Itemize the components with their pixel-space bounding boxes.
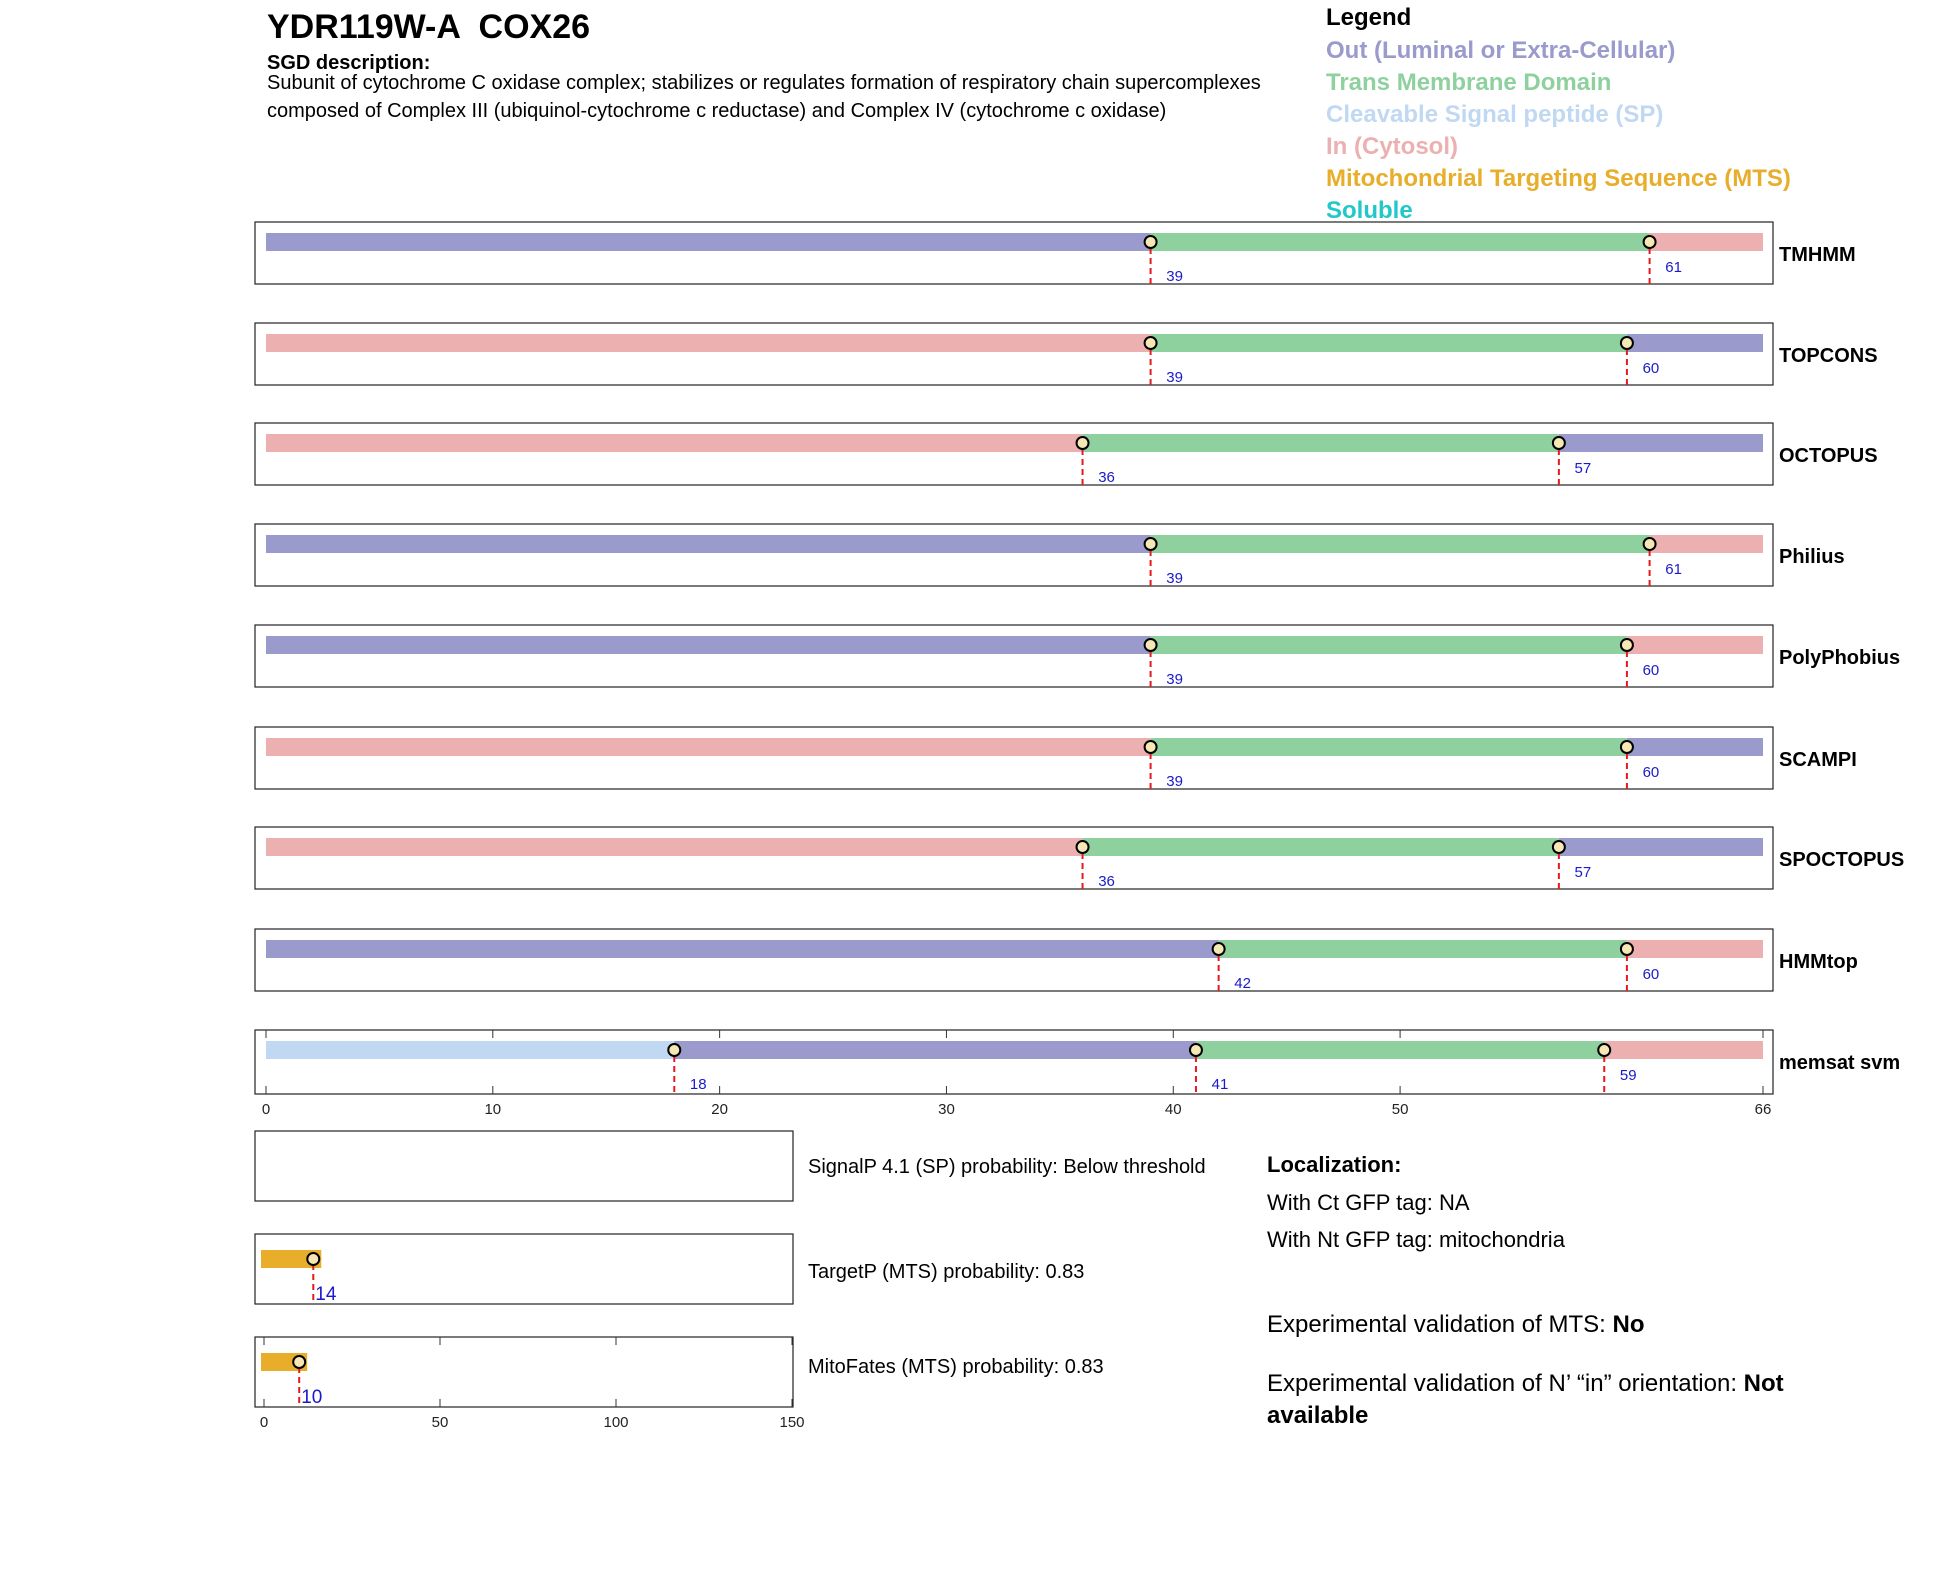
probability-panel-frame [255,1131,793,1201]
boundary-label: 41 [1211,1076,1229,1093]
segment-out [266,535,1151,553]
boundary-marker-circle [1145,741,1157,753]
segment-out [1627,738,1763,756]
segment-tm [1196,1041,1604,1059]
segment-in [1627,940,1763,958]
track-name-label: PolyPhobius [1779,647,1901,669]
segment-in [1650,535,1763,553]
track-frame [255,727,1773,789]
segment-in [1650,233,1763,251]
prob-x-tick-label: 0 [259,1414,269,1431]
track-frame [255,929,1773,991]
segment-tm [1219,940,1627,958]
mts-marker-circle [293,1356,305,1368]
track-name-label: SCAMPI [1779,749,1857,771]
x-tick-label: 40 [1164,1101,1182,1118]
mts-marker-circle [307,1253,319,1265]
legend-item-signal-peptide: Cleavable Signal peptide (SP) [1326,101,1664,128]
prob-x-tick-label: 150 [779,1414,805,1431]
boundary-label: 39 [1166,773,1183,790]
boundary-marker-circle [1145,538,1157,550]
segment-tm [1151,738,1627,756]
boundary-marker-circle [1621,741,1633,753]
segment-tm [1151,233,1650,251]
track-name-label: Philius [1779,546,1845,568]
track-frame [255,827,1773,889]
boundary-label: 60 [1642,662,1660,679]
boundary-label: 57 [1574,460,1592,477]
probability-panel-frame [255,1337,793,1407]
segment-in [1604,1041,1763,1059]
track-name-label: TOPCONS [1779,345,1878,367]
mts-end-label: 14 [315,1284,337,1305]
legend-item-out: Out (Luminal or Extra-Cellular) [1326,37,1676,64]
track-frame [255,625,1773,687]
mts-end-label: 10 [301,1387,323,1408]
boundary-label: 42 [1234,975,1251,992]
segment-tm [1151,636,1627,654]
x-tick-label: 50 [1391,1101,1409,1118]
orientation-validation-label: Experimental validation of N’ “in” orientation: [1267,1370,1744,1397]
boundary-marker-circle [1077,841,1089,853]
boundary-label: 18 [689,1076,707,1093]
segment-out [1559,838,1763,856]
boundary-label: 59 [1619,1067,1637,1084]
legend-title: Legend [1326,4,1412,31]
orientation-validation [1267,1368,1827,1432]
segment-out [266,636,1151,654]
boundary-label: 39 [1166,369,1183,386]
boundary-marker-circle [1598,1044,1610,1056]
boundary-marker-circle [1145,337,1157,349]
sgd-description-heading: SGD description: [267,52,431,74]
x-tick-label: 20 [711,1101,728,1118]
track-name-label: TMHMM [1779,244,1856,266]
boundary-marker-circle [668,1044,680,1056]
track-frame [255,222,1773,284]
boundary-label: 39 [1166,671,1183,688]
track-frame [255,1030,1773,1094]
boundary-marker-circle [1621,337,1633,349]
segment-tm [1083,838,1559,856]
prob-x-tick-label: 50 [431,1414,449,1431]
segment-tm [1083,434,1559,452]
x-tick-label: 30 [938,1101,955,1118]
segment-in [266,738,1151,756]
segment-out [1559,434,1763,452]
segment-out [266,233,1151,251]
boundary-marker-circle [1145,236,1157,248]
track-name-label: memsat svm [1779,1052,1901,1074]
localization-ct-gfp: With Ct GFP tag: NA [1267,1190,1470,1215]
boundary-label: 60 [1642,764,1660,781]
boundary-label: 60 [1642,360,1660,377]
track-name-label: OCTOPUS [1779,445,1878,467]
segment-in [1627,636,1763,654]
segment-out [674,1041,1196,1059]
segment-tm [1151,334,1627,352]
boundary-label: 60 [1642,966,1660,983]
track-name-label: SPOCTOPUS [1779,849,1905,871]
boundary-marker-circle [1621,639,1633,651]
localization-nt-gfp: With Nt GFP tag: mitochondria [1267,1227,1565,1252]
boundary-marker-circle [1145,639,1157,651]
mitofates-probability-text: MitoFates (MTS) probability: 0.83 [808,1356,1104,1378]
x-tick-label: 10 [484,1101,502,1118]
segment-in [266,434,1083,452]
track-name-label: HMMtop [1779,951,1858,973]
segment-sp [266,1041,674,1059]
boundary-label: 36 [1098,873,1115,890]
page-title: YDR119W-A COX26 [267,8,591,46]
legend-item-transmembrane: Trans Membrane Domain [1326,69,1612,96]
orientation-validation-value: Not available [1267,1370,1784,1429]
track-frame [255,524,1773,586]
legend-item-soluble: Soluble [1326,197,1413,224]
track-frame [255,323,1773,385]
boundary-marker-circle [1190,1044,1202,1056]
boundary-marker-circle [1621,943,1633,955]
boundary-label: 57 [1574,864,1592,881]
boundary-label: 61 [1665,561,1682,578]
segment-tm [1151,535,1650,553]
signalp-probability-text: SignalP 4.1 (SP) probability: Below threshold [808,1156,1206,1178]
boundary-label: 39 [1166,268,1183,285]
boundary-marker-circle [1213,943,1225,955]
x-tick-label: 66 [1754,1101,1772,1118]
segment-in [266,334,1151,352]
x-tick-label: 0 [261,1101,271,1118]
boundary-marker-circle [1077,437,1089,449]
boundary-marker-circle [1553,437,1565,449]
segment-out [1627,334,1763,352]
targetp-probability-text: TargetP (MTS) probability: 0.83 [808,1261,1085,1283]
segment-in [266,838,1083,856]
mts-validation-label: Experimental validation of MTS: [1267,1311,1613,1338]
mts-validation-value: No [1612,1311,1645,1338]
track-frame [255,423,1773,485]
boundary-label: 39 [1166,570,1183,587]
legend-item-in: In (Cytosol) [1326,133,1458,160]
boundary-label: 36 [1098,469,1115,486]
legend-item-mts: Mitochondrial Targeting Sequence (MTS) [1326,165,1791,192]
mts-validation [1267,1309,1827,1341]
segment-out [266,940,1219,958]
prob-x-tick-label: 100 [603,1414,629,1431]
boundary-label: 61 [1665,259,1682,276]
boundary-marker-circle [1553,841,1565,853]
boundary-marker-circle [1644,236,1656,248]
boundary-marker-circle [1644,538,1656,550]
sgd-description-text: Subunit of cytochrome C oxidase complex; stabilizes or regulates formation of respiratory chain supercomplexes composed of Complex III (ubiquinol-cytochrome c reductase) and Complex IV (cytochrome c oxidase) [267,72,1261,122]
localization-heading: Localization: [1267,1152,1402,1177]
